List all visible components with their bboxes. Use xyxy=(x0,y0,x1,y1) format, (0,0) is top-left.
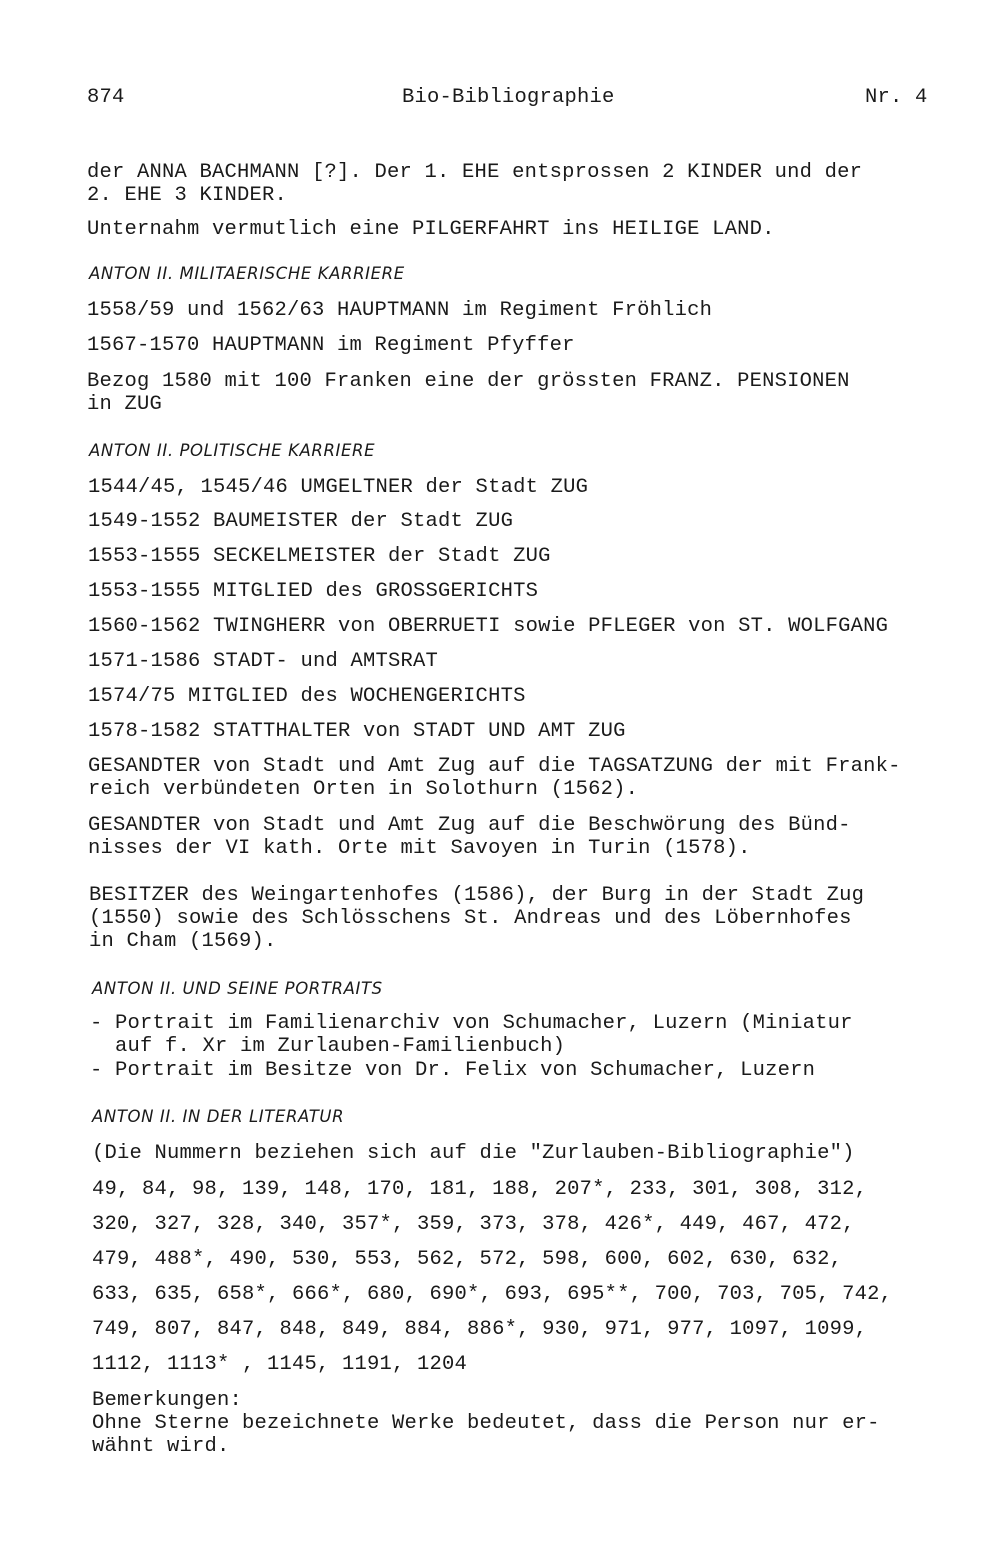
career-entry: GESANDTER von Stadt und Amt Zug auf die Beschwörung des Bünd- xyxy=(88,814,851,837)
intro-line: 2. EHE 3 KINDER. xyxy=(87,184,288,207)
reference-row: 49, 84, 98, 139, 148, 170, 181, 188, 207*, 233, 301, 308, 312, xyxy=(92,1178,868,1201)
section-heading-military: ANTON II. MILITAERISCHE KARRIERE xyxy=(89,264,405,283)
page-number: 874 xyxy=(87,86,125,109)
career-entry: 1578-1582 STATTHALTER von STADT UND AMT ZUG xyxy=(88,720,626,743)
portrait-entry: - Portrait im Familienarchiv von Schumacher, Luzern (Miniatur xyxy=(90,1012,853,1035)
portrait-entry: auf f. Xr im Zurlauben-Familienbuch) xyxy=(90,1035,566,1058)
career-entry: nisses der VI kath. Orte mit Savoyen in Turin (1578). xyxy=(88,837,751,860)
reference-row: 633, 635, 658*, 666*, 680, 690*, 693, 695**, 700, 703, 705, 742, xyxy=(92,1283,893,1306)
career-entry: GESANDTER von Stadt und Amt Zug auf die TAGSATZUNG der mit Frank- xyxy=(88,755,901,778)
reference-row: 749, 807, 847, 848, 849, 884, 886*, 930, 971, 977, 1097, 1099, xyxy=(92,1318,868,1341)
career-entry: (1550) sowie des Schlösschens St. Andreas und des Löbernhofes xyxy=(89,907,852,930)
section-heading-literature: ANTON II. IN DER LITERATUR xyxy=(92,1107,345,1126)
reference-row: 320, 327, 328, 340, 357*, 359, 373, 378, 426*, 449, 467, 472, xyxy=(92,1213,855,1236)
career-entry: Bezog 1580 mit 100 Franken eine der grössten FRANZ. PENSIONEN xyxy=(87,370,850,393)
career-entry: 1549-1552 BAUMEISTER der Stadt ZUG xyxy=(88,510,514,533)
portrait-entry: - Portrait im Besitze von Dr. Felix von Schumacher, Luzern xyxy=(90,1059,816,1082)
section-heading-portraits: ANTON II. UND SEINE PORTRAITS xyxy=(92,979,383,998)
remarks-text: wähnt wird. xyxy=(92,1435,230,1458)
reference-row: 479, 488*, 490, 530, 553, 562, 572, 598, 600, 602, 630, 632, xyxy=(92,1248,843,1271)
career-entry: BESITZER des Weingartenhofes (1586), der Burg in der Stadt Zug xyxy=(89,884,865,907)
career-entry: 1567-1570 HAUPTMANN im Regiment Pfyffer xyxy=(87,334,575,357)
career-entry: 1553-1555 SECKELMEISTER der Stadt ZUG xyxy=(88,545,551,568)
literature-note: (Die Nummern beziehen sich auf die "Zurlauben-Bibliographie") xyxy=(92,1142,855,1165)
issue-number: Nr. 4 xyxy=(865,86,928,109)
career-entry: 1560-1562 TWINGHERR von OBERRUETI sowie PFLEGER von ST. WOLFGANG xyxy=(88,615,889,638)
career-entry: 1553-1555 MITGLIED des GROSSGERICHTS xyxy=(88,580,539,603)
section-heading-political: ANTON II. POLITISCHE KARRIERE xyxy=(89,441,376,460)
career-entry: 1544/45, 1545/46 UMGELTNER der Stadt ZUG xyxy=(88,476,589,499)
career-entry: 1571-1586 STADT- und AMTSRAT xyxy=(88,650,439,673)
intro-line: der ANNA BACHMANN [?]. Der 1. EHE entsprossen 2 KINDER und der xyxy=(87,161,863,184)
career-entry: in ZUG xyxy=(87,393,163,416)
reference-row: 1112, 1113* , 1145, 1191, 1204 xyxy=(92,1353,468,1376)
remarks-text: Ohne Sterne bezeichnete Werke bedeutet, dass die Person nur er- xyxy=(92,1412,880,1435)
page-title: Bio-Bibliographie xyxy=(402,86,615,109)
intro-line: Unternahm vermutlich eine PILGERFAHRT ins HEILIGE LAND. xyxy=(87,218,775,241)
career-entry: in Cham (1569). xyxy=(89,930,277,953)
career-entry: 1574/75 MITGLIED des WOCHENGERICHTS xyxy=(88,685,526,708)
career-entry: reich verbündeten Orten in Solothurn (1562). xyxy=(88,778,639,801)
career-entry: 1558/59 und 1562/63 HAUPTMANN im Regiment Fröhlich xyxy=(87,299,713,322)
remarks-label: Bemerkungen: xyxy=(92,1389,243,1412)
